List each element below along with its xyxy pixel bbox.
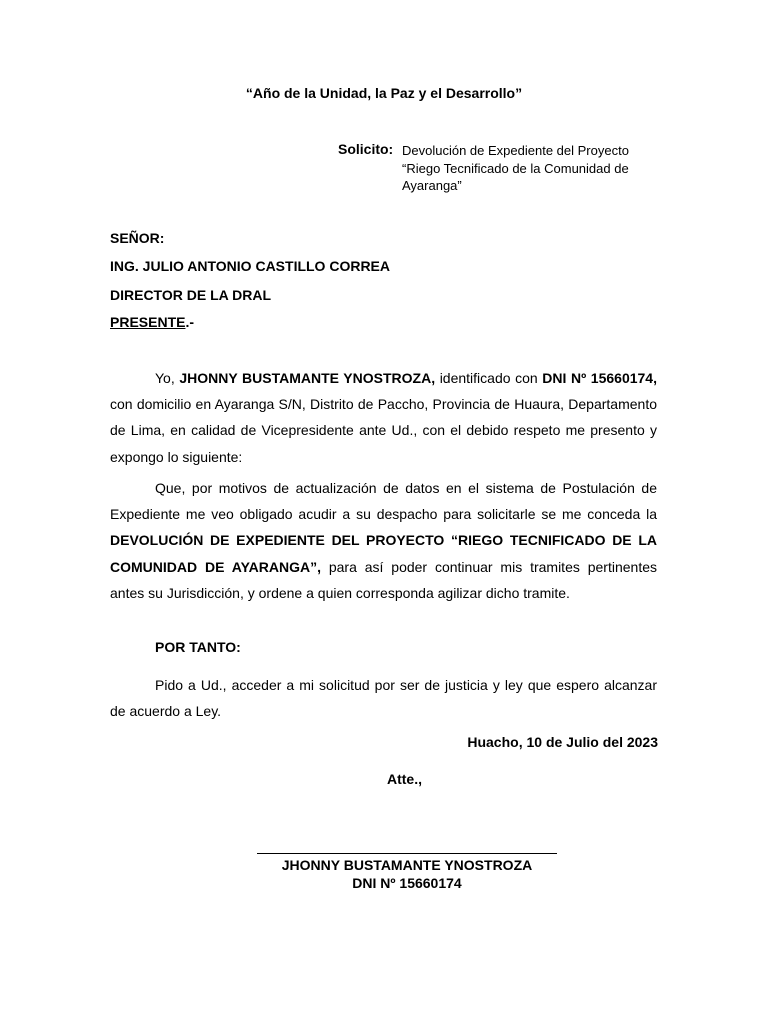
p2-pre: Que, por motivos de actualización de datos en el sistema de Postulación de Expediente me veo obligado acudir a su despacho para solicitarle se me conceda la — [110, 480, 657, 523]
letter-date: Huacho, 10 de Julio del 2023 — [467, 734, 658, 750]
closing-atte: Atte., — [387, 771, 422, 787]
paragraph-closing: Pido a Ud., acceder a mi solicitud por ser de justicia y ley que espero alcanzar de acuerdo a Ley. — [110, 677, 657, 720]
p1-pre: Yo, — [155, 370, 180, 386]
p1-post: con domicilio en Ayaranga S/N, Distrito de Paccho, Provincia de Huaura, Departamento de Lima, en calidad de Vicepresidente ante Ud., con el debido respeto me presento y expongo lo siguiente: — [110, 396, 657, 465]
year-motto: “Año de la Unidad, la Paz y el Desarrollo” — [245, 85, 523, 101]
presente-suffix: .- — [185, 314, 195, 330]
p1-dni: DNI Nº 15660174, — [542, 370, 657, 386]
p2-post: para así poder continuar mis tramites pertinentes antes su Jurisdicción, y ordene a quien corresponda agilizar dicho tramite. — [110, 558, 657, 601]
signature-line — [257, 853, 557, 854]
signature-name: JHONNY BUSTAMANTE YNOSTROZA — [281, 857, 533, 873]
paragraph-introduction — [110, 365, 657, 470]
addressee-name: ING. JULIO ANTONIO CASTILLO CORREA — [110, 258, 391, 274]
p2-bold: DEVOLUCIÓN DE EXPEDIENTE DEL PROYECTO “RIEGO TECNIFICADO DE LA COMUNIDAD DE AYARANGA”, — [110, 532, 657, 575]
p1-mid: identificado con — [435, 370, 543, 386]
paragraph-request — [110, 475, 657, 606]
presente-word: PRESENTE — [110, 314, 186, 330]
por-tanto-heading: POR TANTO: — [155, 639, 241, 655]
addressee-salutation: SEÑOR: — [110, 230, 165, 246]
solicito-label: Solicito: — [338, 141, 394, 157]
p1-name: JHONNY BUSTAMANTE YNOSTROZA, — [179, 370, 436, 386]
solicito-text: Devolución de Expediente del Proyecto “Riego Tecnificado de la Comunidad de Ayaranga” — [402, 143, 629, 193]
addressee-position: DIRECTOR DE LA DRAL — [110, 287, 271, 303]
addressee-presente — [110, 314, 194, 330]
signature-dni: DNI Nº 15660174 — [352, 875, 462, 891]
